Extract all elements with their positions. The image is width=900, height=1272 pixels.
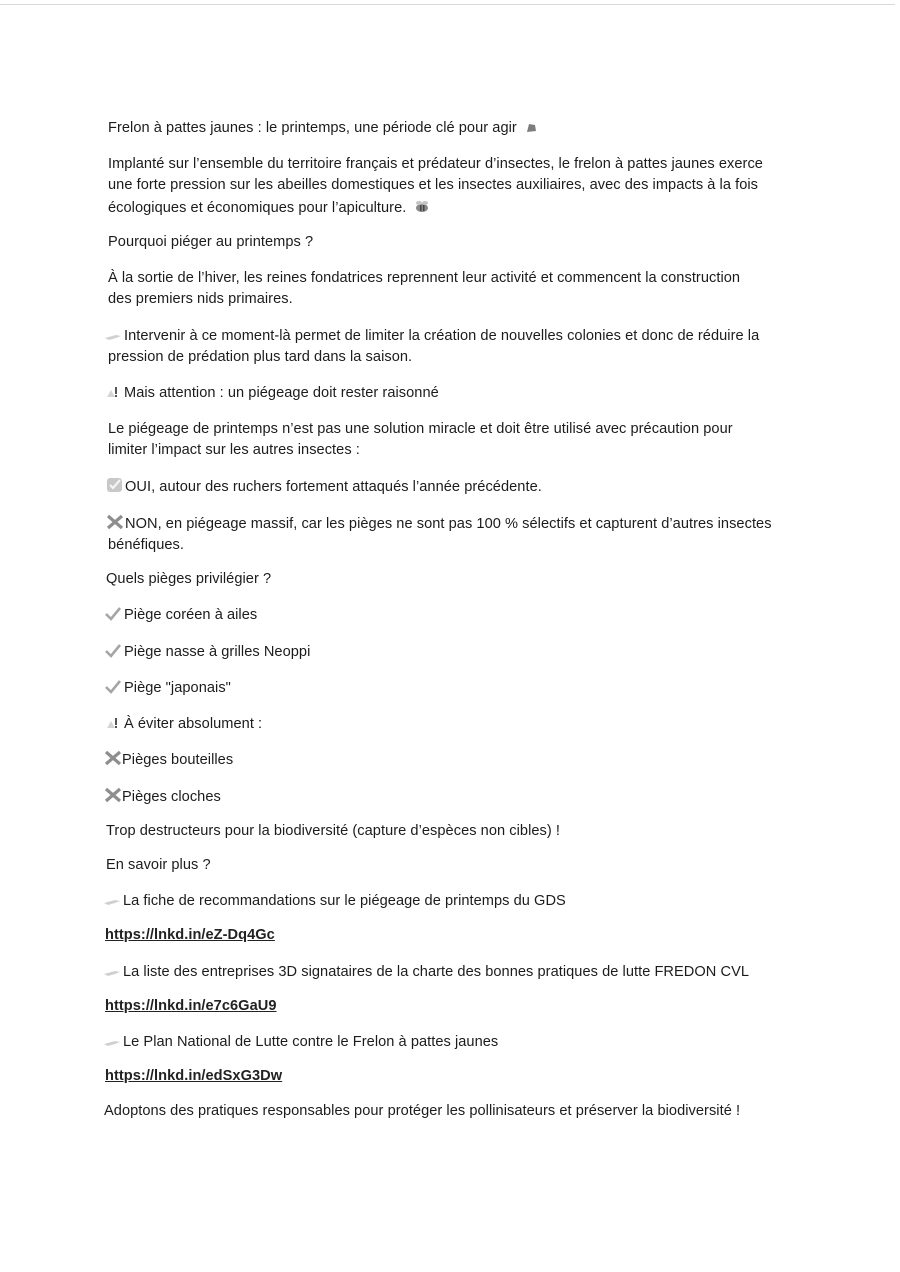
why-text-line-1: À la sortie de l’hiver, les reines fondatrices reprennent leur activité et commencent la construction	[108, 270, 741, 286]
resource-link[interactable]: https://lnkd.in/edSxG3Dw	[105, 1068, 283, 1084]
avoid-trap-item: Pièges cloches	[104, 787, 221, 808]
check-mark-icon	[104, 680, 122, 694]
recommended-trap-item: Piège "japonais"	[104, 678, 231, 699]
recommended-trap-item: Piège coréen à ailes	[104, 605, 257, 626]
avoid-reason: Trop destructeurs pour la biodiversité (capture d’espèces non cibles) !	[106, 823, 561, 839]
resource-link[interactable]: https://lnkd.in/e7c6GaU9	[105, 998, 277, 1014]
warning-icon	[104, 716, 122, 730]
check-mark-icon	[104, 607, 122, 621]
why-heading: Pourquoi piéger au printemps ?	[108, 234, 314, 250]
warning-icon	[104, 385, 122, 399]
cross-mark-icon	[104, 750, 122, 766]
intro-line-2: une forte pression sur les abeilles domestiques et les insectes auxiliaires, avec des impacts à la fois	[108, 177, 759, 193]
intro-line-3: écologiques et économiques pour l’apiculture.	[108, 198, 433, 219]
no-item-line-1: NON, en piégeage massif, car les pièges ne sont pas 100 % sélectifs et capturent d’autres insectes	[106, 514, 772, 535]
warning-line: Mais attention : un piégeage doit rester raisonné	[104, 383, 439, 404]
checkbox-checked-icon	[106, 477, 124, 493]
avoid-trap-item: Pièges bouteilles	[104, 750, 233, 771]
check-mark-icon	[104, 644, 122, 658]
why-text-line-2: des premiers nids primaires.	[108, 291, 293, 307]
hand-pointing-icon	[103, 1038, 121, 1048]
more-heading: En savoir plus ?	[106, 857, 211, 873]
hand-pointing-icon	[104, 332, 122, 342]
intervene-line-2: pression de prédation plus tard dans la saison.	[108, 349, 413, 365]
bee-icon	[413, 200, 431, 214]
yes-item: OUI, autour des ruchers fortement attaqués l’année précédente.	[106, 477, 542, 498]
document-title: Frelon à pattes jaunes : le printemps, une période clé pour agir	[108, 118, 539, 139]
resource-item: La fiche de recommandations sur le piégeage de printemps du GDS	[103, 891, 566, 912]
intervene-line-1: Intervenir à ce moment-là permet de limiter la création de nouvelles colonies et donc de réduire la	[104, 326, 759, 347]
no-item-line-2: bénéfiques.	[108, 537, 185, 553]
hand-pointing-icon	[103, 968, 121, 978]
resource-link[interactable]: https://lnkd.in/eZ-Dq4Gc	[105, 927, 275, 943]
recommended-trap-item: Piège nasse à grilles Neoppi	[104, 642, 310, 663]
closing-statement: Adoptons des pratiques responsables pour protéger les pollinisateurs et préserver la biodiversité !	[104, 1103, 741, 1119]
avoid-heading: À éviter absolument :	[104, 714, 262, 735]
intro-line-1: Implanté sur l’ensemble du territoire français et prédateur d’insectes, le frelon à pattes jaunes exerce	[108, 156, 763, 172]
traps-heading: Quels pièges privilégier ?	[106, 571, 272, 587]
pin-icon	[525, 122, 537, 134]
cross-mark-icon	[106, 514, 124, 530]
resource-item: La liste des entreprises 3D signataires de la charte des bonnes pratiques de lutte FREDON CVL	[103, 962, 749, 983]
caution-line-2: limiter l’impact sur les autres insectes :	[108, 442, 360, 458]
caution-line-1: Le piégeage de printemps n’est pas une solution miracle et doit être utilisé avec précaution pour	[108, 421, 733, 437]
resource-item: Le Plan National de Lutte contre le Frelon à pattes jaunes	[103, 1032, 498, 1053]
hand-pointing-icon	[103, 897, 121, 907]
cross-mark-icon	[104, 787, 122, 803]
